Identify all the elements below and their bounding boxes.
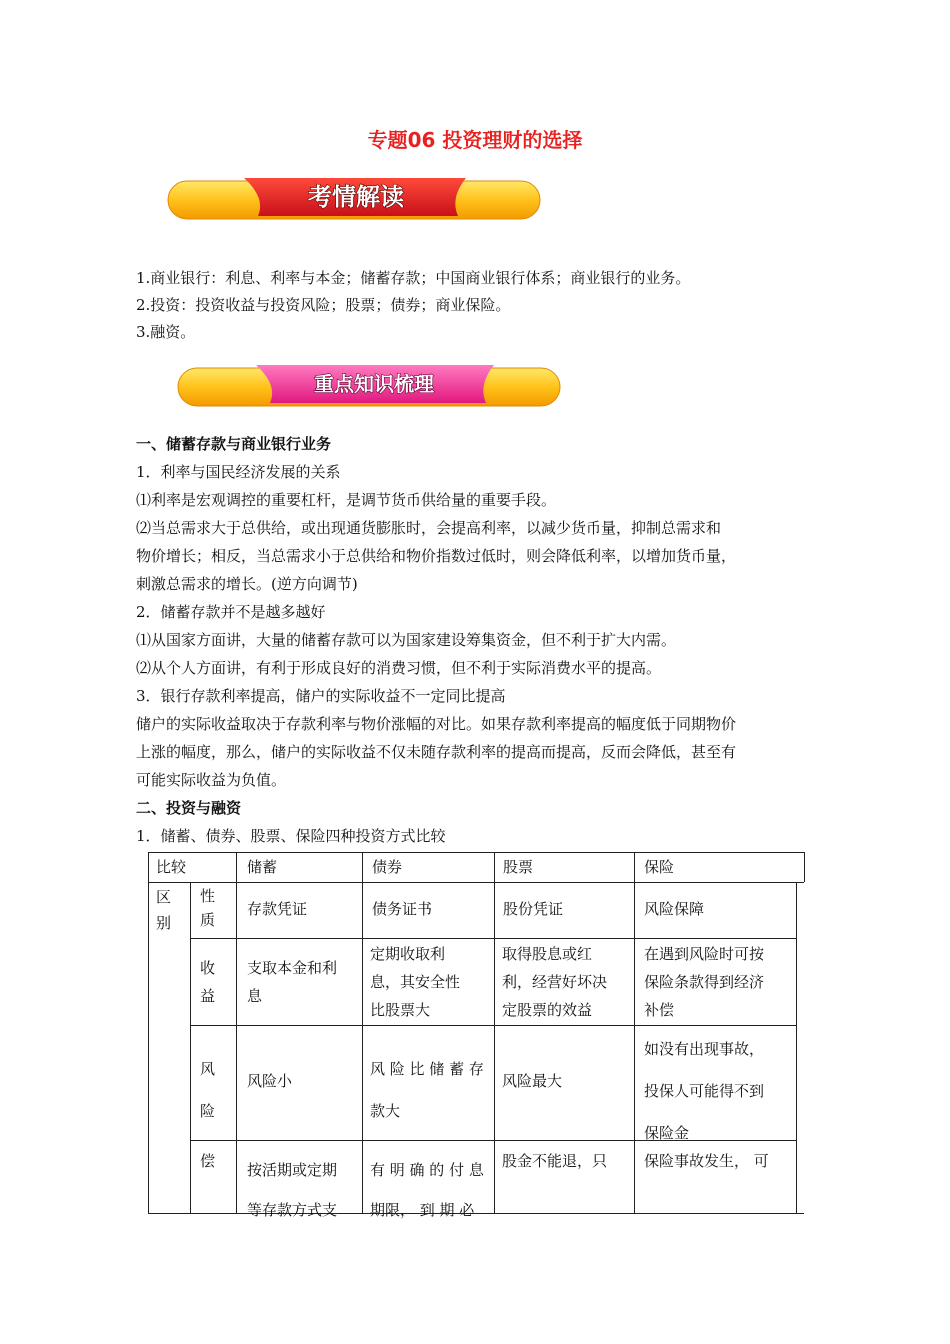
knowledge-banner-text: 重点知识梳理 (314, 372, 434, 396)
row-label: 收 益 (200, 959, 216, 1005)
exam-item: 1.商业银行：利息、利率与本金；储蓄存款；中国商业银行体系；商业银行的业务。 (136, 269, 691, 287)
table-cell: 取得股息或红 利，经营好坏决 定股票的效益 (502, 945, 608, 1019)
table-cell: 债务证书 (372, 900, 433, 918)
table-cell: 存款凭证 (247, 900, 308, 918)
body-line: 1．利率与国民经济发展的关系 (136, 463, 341, 481)
group-label: 区 别 (156, 888, 172, 932)
table-cell: 如没有出现事故， 投保人可能得不到 保险金 (644, 1040, 765, 1142)
exam-item: 3.融资。 (136, 323, 196, 341)
table-header-cell: 储蓄 (247, 858, 278, 876)
row-label: 性 质 (200, 887, 216, 929)
body-line: 上涨的幅度，那么，储户的实际收益不仅未随存款利率的提高而提高，反而会降低，甚至有 (136, 743, 737, 761)
table-cell: 风险保障 (644, 900, 705, 918)
exam-item: 2.投资：投资收益与投资风险；股票；债券；商业保险。 (136, 296, 511, 314)
body-line: ⑵从个人方面讲，有利于形成良好的消费习惯，但不利于实际消费水平的提高。 (136, 659, 662, 677)
table-header-cell: 债券 (372, 858, 403, 876)
table-cell: 风险最大 (502, 1072, 563, 1090)
table-header-cell: 股票 (503, 858, 534, 876)
table-cell: 风 险 比 储 蓄 存 款大 (370, 1060, 484, 1120)
exam-banner (166, 176, 542, 222)
table-header-cell: 比较 (156, 858, 187, 876)
exam-banner-graphic (166, 176, 542, 222)
body-line: ⑴利率是宏观调控的重要杠杆，是调节货币供给量的重要手段。 (136, 491, 557, 509)
body-line: 1．储蓄、债券、股票、保险四种投资方式比较 (136, 827, 446, 845)
section-heading: 一、储蓄存款与商业银行业务 (136, 435, 332, 453)
table-cell: 有 明 确 的 付 息 期限， 到 期 必 (370, 1161, 484, 1219)
exam-banner-text: 考情解读 (308, 183, 404, 211)
page-title: 专题06 投资理财的选择 (367, 128, 583, 152)
body-line: 3．银行存款利率提高，储户的实际收益不一定同比提高 (136, 687, 506, 705)
table-cell: 风险小 (247, 1072, 293, 1090)
body-line: ⑴从国家方面讲，大量的储蓄存款可以为国家建设筹集资金，但不利于扩大内需。 (136, 631, 677, 649)
table-cell: 支取本金和利 息 (247, 959, 338, 1005)
table-cell: 定期收取利 息，其安全性 比股票大 (370, 945, 461, 1019)
table-cell: 保险事故发生， 可 (644, 1152, 769, 1170)
knowledge-banner-graphic (176, 363, 562, 409)
table-cell: 按活期或定期 等存款方式支 (247, 1161, 338, 1219)
body-line: 刺激总需求的增长。(逆方向调节) (136, 575, 358, 593)
body-line: ⑵当总需求大于总供给，或出现通货膨胀时，会提高利率，以减少货币量，抑制总需求和 (136, 519, 722, 537)
body-line: 物价增长；相反，当总需求小于总供给和物价指数过低时，则会降低利率，以增加货币量， (136, 547, 737, 565)
body-line: 可能实际收益为负值。 (136, 771, 287, 789)
table-cell: 股金不能退，只 (502, 1152, 608, 1170)
body-line: 2．储蓄存款并不是越多越好 (136, 603, 326, 621)
table-header-cell: 保险 (644, 858, 675, 876)
section-heading: 二、投资与融资 (136, 799, 242, 817)
body-line: 储户的实际收益取决于存款利率与物价涨幅的对比。如果存款利率提高的幅度低于同期物价 (136, 715, 737, 733)
knowledge-banner (176, 363, 562, 409)
row-label: 偿 (200, 1152, 216, 1170)
row-label: 风 险 (200, 1060, 216, 1120)
table-cell: 股份凭证 (503, 900, 564, 918)
table-cell: 在遇到风险时可按 保险条款得到经济 补偿 (644, 945, 765, 1019)
